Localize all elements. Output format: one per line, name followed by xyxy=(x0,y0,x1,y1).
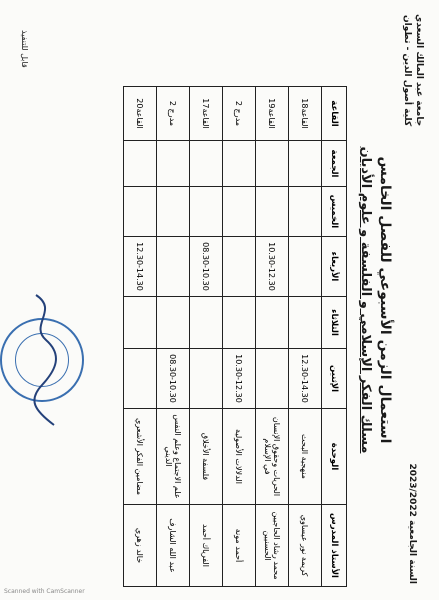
cell-monday: 12.30-14.30 xyxy=(289,349,322,409)
col-unit: الوحدة xyxy=(322,409,347,505)
cell-teacher: أحمد مونة xyxy=(223,505,256,587)
university-header xyxy=(401,14,425,126)
cell-tuesday xyxy=(190,297,223,349)
cell-teacher: الفرياك أحمد xyxy=(190,505,223,587)
cell-thursday xyxy=(190,187,223,237)
cell-monday: 10.30-12.30 xyxy=(223,349,256,409)
col-wednesday: الأربعاء xyxy=(322,237,347,297)
cell-monday xyxy=(190,349,223,409)
timetable xyxy=(123,86,347,587)
cell-tuesday xyxy=(256,297,289,349)
cell-teacher: عبد الله الشارف xyxy=(157,505,190,587)
cell-tuesday xyxy=(124,297,157,349)
scanner-watermark: Scanned with CamScanner xyxy=(4,588,85,595)
table-row xyxy=(124,87,157,587)
table-row xyxy=(190,87,223,587)
academic-year: السنة الجامعية 2023/2022 xyxy=(407,463,417,584)
page-subtitle: مسلك الفكر الإسلامي و الفلسفة و علوم الأديان xyxy=(358,146,373,454)
cell-wednesday: 12.30-14.30 xyxy=(124,237,157,297)
cell-tuesday xyxy=(223,297,256,349)
cell-thursday xyxy=(157,187,190,237)
col-friday: الجمعة xyxy=(322,141,347,187)
cell-wednesday xyxy=(157,237,190,297)
cell-teacher: محمد رشاد الحاجيين الحسنيين xyxy=(256,505,289,587)
table-row xyxy=(223,87,256,587)
cell-unit: علم الاجتماع وعلم النفس الديني xyxy=(157,409,190,505)
cell-thursday xyxy=(124,187,157,237)
timetable-header-row xyxy=(322,87,347,587)
cell-unit: مضامين الفكر الأشعري xyxy=(124,409,157,505)
cell-room: القاعة19 xyxy=(256,87,289,141)
approval-label: قابل للتنفيذ xyxy=(20,30,29,68)
cell-unit: منهجية البحث xyxy=(289,409,322,505)
official-stamp xyxy=(0,318,84,402)
cell-teacher: خالد زهري xyxy=(124,505,157,587)
cell-wednesday xyxy=(223,237,256,297)
cell-room: القاعة18 xyxy=(289,87,322,141)
cell-tuesday xyxy=(289,297,322,349)
university-name: جامعة عبد المالك السعدي xyxy=(414,14,424,127)
cell-wednesday xyxy=(289,237,322,297)
table-row xyxy=(256,87,289,587)
cell-friday xyxy=(124,141,157,187)
cell-thursday xyxy=(289,187,322,237)
cell-unit: فلسفة الأخلاق xyxy=(190,409,223,505)
cell-monday xyxy=(256,349,289,409)
cell-wednesday: 10.30-12.30 xyxy=(256,237,289,297)
cell-monday xyxy=(124,349,157,409)
faculty-name: كلية أصول الدين - تطوان xyxy=(402,14,412,127)
cell-thursday xyxy=(256,187,289,237)
col-tuesday: الثلاثاء xyxy=(322,297,347,349)
cell-thursday xyxy=(223,187,256,237)
col-thursday: الخميس xyxy=(322,187,347,237)
cell-room: مدرج 2 xyxy=(223,87,256,141)
cell-friday xyxy=(157,141,190,187)
table-row xyxy=(157,87,190,587)
cell-teacher: كريمة نور عيساوي xyxy=(289,505,322,587)
cell-room: القاعة20 xyxy=(124,87,157,141)
cell-friday xyxy=(223,141,256,187)
col-room: القاعة xyxy=(322,87,347,141)
cell-wednesday: 08.30-10.30 xyxy=(190,237,223,297)
cell-unit: الحريات وحقوق الإنسان في الإسلام xyxy=(256,409,289,505)
page-title: استعمال الزمن الأسبوعي للفصل الخامس xyxy=(377,156,393,444)
signature-mark xyxy=(24,290,64,430)
cell-friday xyxy=(256,141,289,187)
cell-friday xyxy=(289,141,322,187)
cell-room: القاعة17 xyxy=(190,87,223,141)
cell-tuesday xyxy=(157,297,190,349)
cell-room: مدرج 2 xyxy=(157,87,190,141)
table-row xyxy=(289,87,322,587)
col-monday: الإثنين xyxy=(322,349,347,409)
cell-friday xyxy=(190,141,223,187)
cell-monday: 08.30-10.30 xyxy=(157,349,190,409)
cell-unit: الدلالات الأصولية xyxy=(223,409,256,505)
col-teacher: الأستاذ المدرس xyxy=(322,505,347,587)
